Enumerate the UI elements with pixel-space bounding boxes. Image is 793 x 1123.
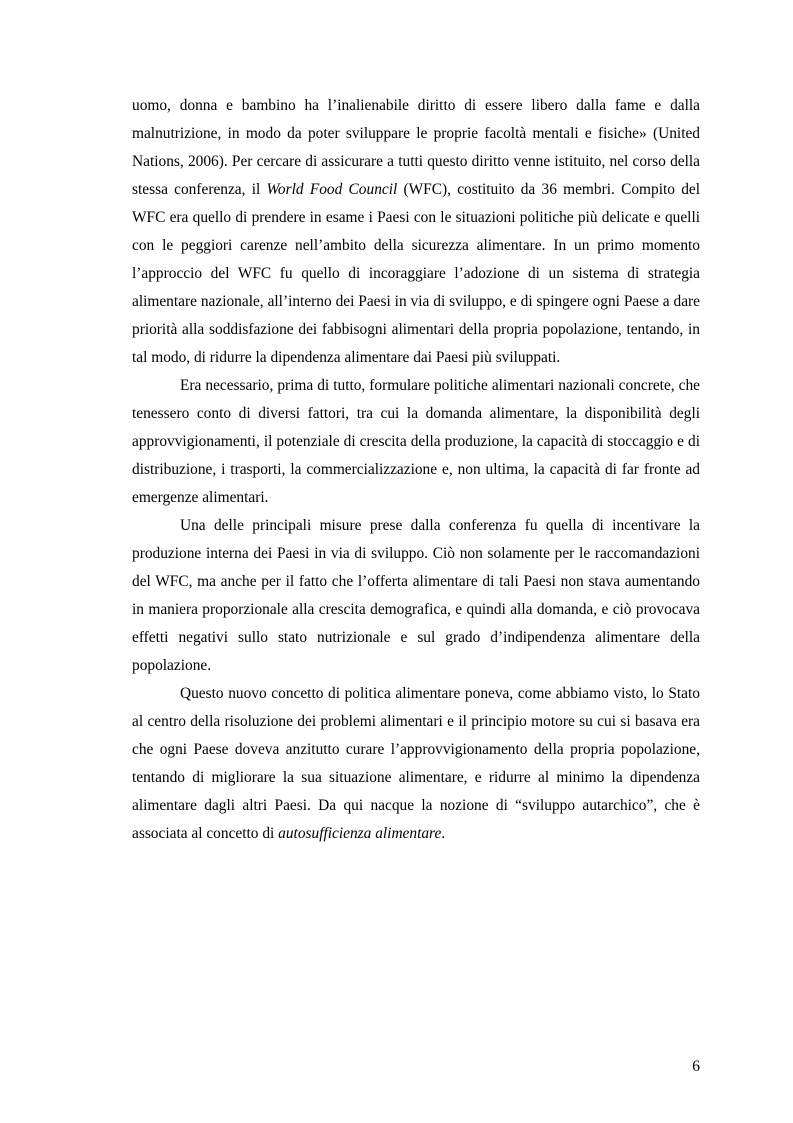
paragraph-3 — [132, 512, 700, 680]
paragraph-1-text-1: uomo, donna e bambino ha l’inalienabile diritto di essere libero dalla fame e dalla malnutrizione, in modo da poter sviluppare le proprie facoltà mentali e fisiche» (United Nations, 2006). Per cercare di assicurare a tutti questo diritto venne istituito, nel corso della stessa conferenza, il — [132, 97, 700, 198]
paragraph-3-text: Una delle principali misure prese dalla conferenza fu quella di incentivare la produzione interna dei Paesi in via di sviluppo. Ciò non solamente per le raccomandazioni del WFC, ma anche per il fatto che l’offerta alimentare di tali Paesi non stava aumentando in maniera proporzionale alla crescita demografica, e quindi alla domanda, e ciò provocava effetti negativi sullo stato nutrizionale e sul grado d’indipendenza alimentare della popolazione. — [132, 517, 700, 674]
body-text — [132, 92, 700, 848]
paragraph-2-text: Era necessario, prima di tutto, formulare politiche alimentari nazionali concrete, che tenessero conto di diversi fattori, tra cui la domanda alimentare, la disponibilità degli approvvigionamenti, il potenziale di crescita della produzione, la capacità di stoccaggio e di distribuzione, i trasporti, la commercializzazione e, non ultima, la capacità di far fronte ad emergenze alimentari. — [132, 377, 700, 506]
paragraph-1-text-2: (WFC), costituito da 36 membri. Compito del WFC era quello di prendere in esame i Paesi con le situazioni politiche più delicate e quelli con le peggiori carenze nell’ambito della sicurezza alimentare. In un primo momento l’approccio del WFC fu quello di incoraggiare l’adozione di un sistema di strategia alimentare nazionale, all’interno dei Paesi in via di sviluppo, e di spingere ogni Paese a dare priorità alla soddisfazione dei fabbisogni alimentari della propria popolazione, tentando, in tal modo, di ridurre la dipendenza alimentare dai Paesi più sviluppati. — [132, 181, 700, 366]
page-number: 6 — [692, 1058, 700, 1075]
paragraph-4-text-1: Questo nuovo concetto di politica alimentare poneva, come abbiamo visto, lo Stato al centro della risoluzione dei problemi alimentari e il principio motore su cui si basava era che ogni Paese doveva anzitutto curare l’approvvigionamento della propria popolazione, tentando di migliorare la sua situazione alimentare, e ridurre al minimo la dipendenza alimentare dagli altri Paesi. Da qui nacque la nozione di “sviluppo autarchico”, che è associata al concetto di — [132, 685, 700, 842]
paragraph-1 — [132, 92, 700, 372]
paragraph-4 — [132, 680, 700, 848]
world-food-council-term: World Food Council — [266, 181, 398, 198]
paragraph-4-text-2: . — [441, 825, 446, 842]
paragraph-2 — [132, 372, 700, 512]
autosufficienza-term: autosufficienza alimentare — [278, 825, 442, 842]
